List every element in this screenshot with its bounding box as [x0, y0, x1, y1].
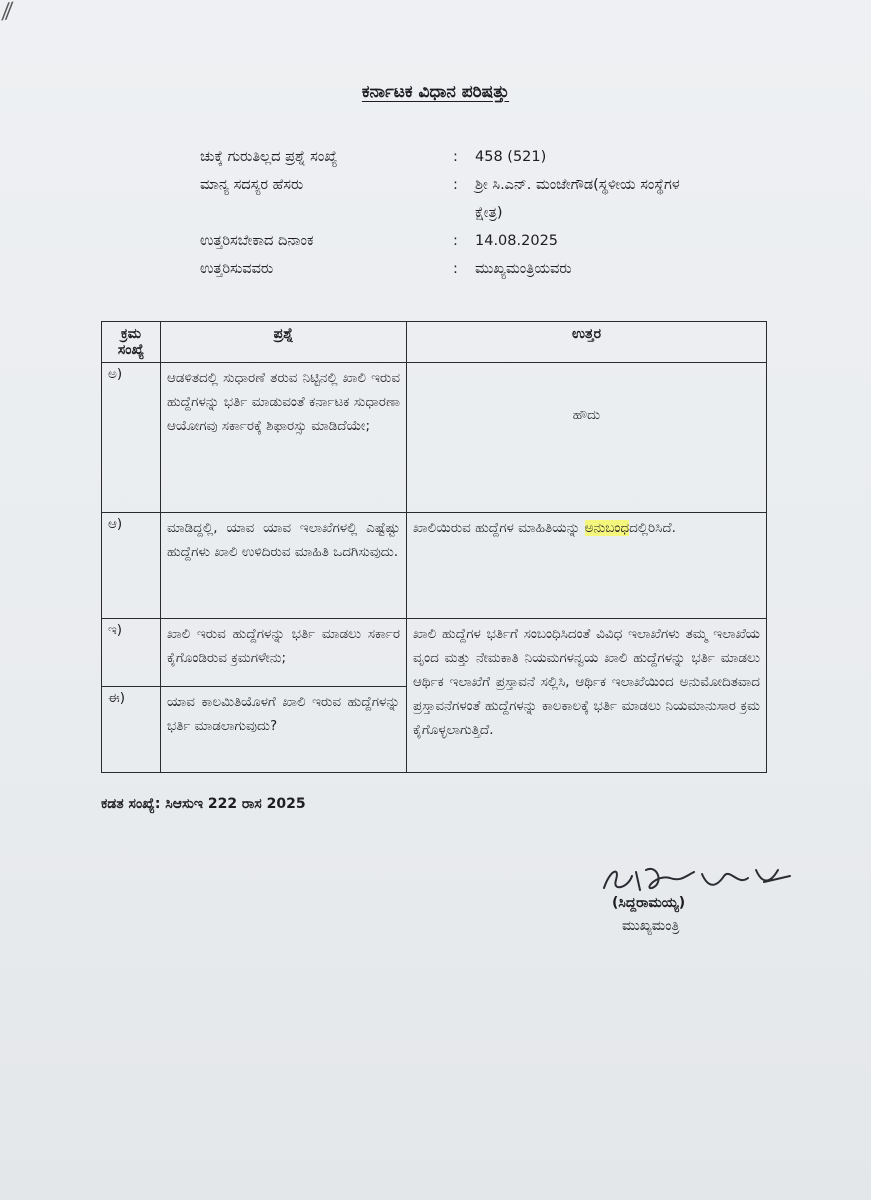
corner-pen-mark: ⁄⁄: [1, 0, 14, 26]
title-text: ಕರ್ನಾಟಕ ವಿಧಾನ ಪರಿಷತ್ತು: [361, 82, 510, 102]
meta-colon: :: [453, 261, 458, 277]
annexure-highlight: ಅನುಬಂಧ: [584, 520, 630, 536]
meta-colon: :: [453, 233, 458, 249]
row-number: ಅ): [102, 363, 161, 513]
row-answer: [407, 513, 767, 619]
header-serial-number: ಕ್ರಮ ಸಂಖ್ಯೆ: [102, 322, 161, 363]
meta-colon: :: [453, 149, 458, 165]
meta-value: [475, 171, 820, 227]
row-number: ಆ): [102, 513, 161, 619]
row-answer-merged: ಖಾಲಿ ಹುದ್ದೆಗಳ ಭರ್ತಿಗೆ ಸಂಬಂಧಿಸಿದಂತೆ ವಿವಿಧ ಇಲಾಖೆಗಳು ತಮ್ಮ ಇಲಾಖೆಯ ವೃಂದ ಮತ್ತು ನೇಮಕಾತಿ ನಿಯಮಗಳನ್ವಯ ಖಾಲಿ ಹುದ್ದೆಗಳನ್ನು ಭರ್ತಿ ಮಾಡಲು ಆರ್ಥಿಕ ಇಲಾಖೆಗೆ ಪ್ರಸ್ತಾವನೆ ಸಲ್ಲಿಸಿ, ಆರ್ಥಿಕ ಇಲಾಖೆಯಿಂದ ಅನುಮೋದಿತವಾದ ಪ್ರಸ್ತಾವನೆಗಳಂತೆ ಹುದ್ದೆಗಳನ್ನು ಕಾಲಕಾಲಕ್ಕೆ ಭರ್ತಿ ಮಾಡಲು ನಿಯಮಾನುಸಾರ ಕ್ರಮ ಕೈಗೊಳ್ಳಲಾಗುತ್ತಿದೆ.: [407, 619, 767, 773]
table-row: [102, 363, 767, 513]
member-name-line2: ಕ್ಷೇತ್ರ): [475, 205, 503, 221]
meta-row-member-name: [200, 171, 820, 227]
meta-value: ಮುಖ್ಯಮಂತ್ರಿಯವರು: [475, 261, 572, 277]
question-answer-table: [101, 321, 767, 773]
row-question: ಮಾಡಿದ್ದಲ್ಲಿ, ಯಾವ ಯಾವ ಇಲಾಖೆಗಳಲ್ಲಿ ಎಷ್ಟೆಷ್ಟು ಹುದ್ದೆಗಳು ಖಾಲಿ ಉಳಿದಿರುವ ಮಾಹಿತಿ ಒದಗಿಸುವುದು.: [161, 513, 407, 619]
header-question: ಪ್ರಶ್ನೆ: [161, 322, 407, 363]
file-reference: ಕಡತ ಸಂಖ್ಯೆ: ಸಿಆಸುಇ 222 ರಾಸ 2025: [101, 796, 306, 812]
meta-value: 458 (521): [475, 149, 547, 165]
row-question: ಯಾವ ಕಾಲಮಿತಿಯೊಳಗೆ ಖಾಲಿ ಇರುವ ಹುದ್ದೆಗಳನ್ನು ಭರ್ತಿ ಮಾಡಲಾಗುವುದು?: [161, 687, 407, 773]
meta-row-question-number: [200, 143, 820, 171]
row-question: ಖಾಲಿ ಇರುವ ಹುದ್ದೆಗಳನ್ನು ಭರ್ತಿ ಮಾಡಲು ಸರ್ಕಾರ ಕೈಗೊಂಡಿರುವ ಕ್ರಮಗಳೇನು;: [161, 619, 407, 687]
row-answer: ಹೌದು: [407, 363, 767, 513]
meta-row-answer-date: [200, 227, 820, 255]
meta-colon: :: [453, 177, 458, 193]
table-header-row: [102, 322, 767, 363]
meta-label: ಮಾನ್ಯ ಸದಸ್ಯರ ಹೆಸರು: [200, 177, 304, 193]
meta-value: 14.08.2025: [475, 233, 559, 249]
row-number: ಇ): [102, 619, 161, 687]
table-row: [102, 513, 767, 619]
meta-label: ಚುಕ್ಕೆ ಗುರುತಿಲ್ಲದ ಪ್ರಶ್ನೆ ಸಂಖ್ಯೆ: [200, 149, 338, 165]
table-row: [102, 619, 767, 687]
row-number: ಈ): [102, 687, 161, 773]
meta-row-respondent: [200, 255, 820, 283]
header-answer: ಉತ್ತರ: [407, 322, 767, 363]
answer-text: ಖಾಲಿಯಿರುವ ಹುದ್ದೆಗಳ ಮಾಹಿತಿಯನ್ನು: [413, 520, 585, 536]
question-metadata: [200, 143, 820, 283]
answer-text-tail: ದಲ್ಲಿರಿಸಿದೆ.: [629, 520, 676, 536]
row-question: ಆಡಳಿತದಲ್ಲಿ ಸುಧಾರಣೆ ತರುವ ನಿಟ್ಟಿನಲ್ಲಿ ಖಾಲಿ ಇರುವ ಹುದ್ದೆಗಳನ್ನು ಭರ್ತಿ ಮಾಡುವಂತೆ ಕರ್ನಾಟಕ ಸುಧಾರಣಾ ಆಯೋಗವು ಸರ್ಕಾರಕ್ಕೆ ಶಿಫಾರಸ್ಸು ಮಾಡಿದೆಯೇ;: [161, 363, 407, 513]
signatory-name: (ಸಿದ್ದರಾಮಯ್ಯ): [612, 895, 686, 911]
signatory-title: ಮುಖ್ಯಮಂತ್ರಿ: [622, 918, 680, 934]
meta-label: ಉತ್ತರಿಸುವವರು: [200, 261, 274, 277]
member-name-line1: ಶ್ರೀ ಸಿ.ಎನ್. ಮಂಜೇಗೌಡ(ಸ್ಥಳೀಯ ಸಂಸ್ಥೆಗಳ: [475, 177, 680, 193]
document-title: [0, 82, 871, 102]
meta-label: ಉತ್ತರಿಸಬೇಕಾದ ದಿನಾಂಕ: [200, 233, 314, 249]
